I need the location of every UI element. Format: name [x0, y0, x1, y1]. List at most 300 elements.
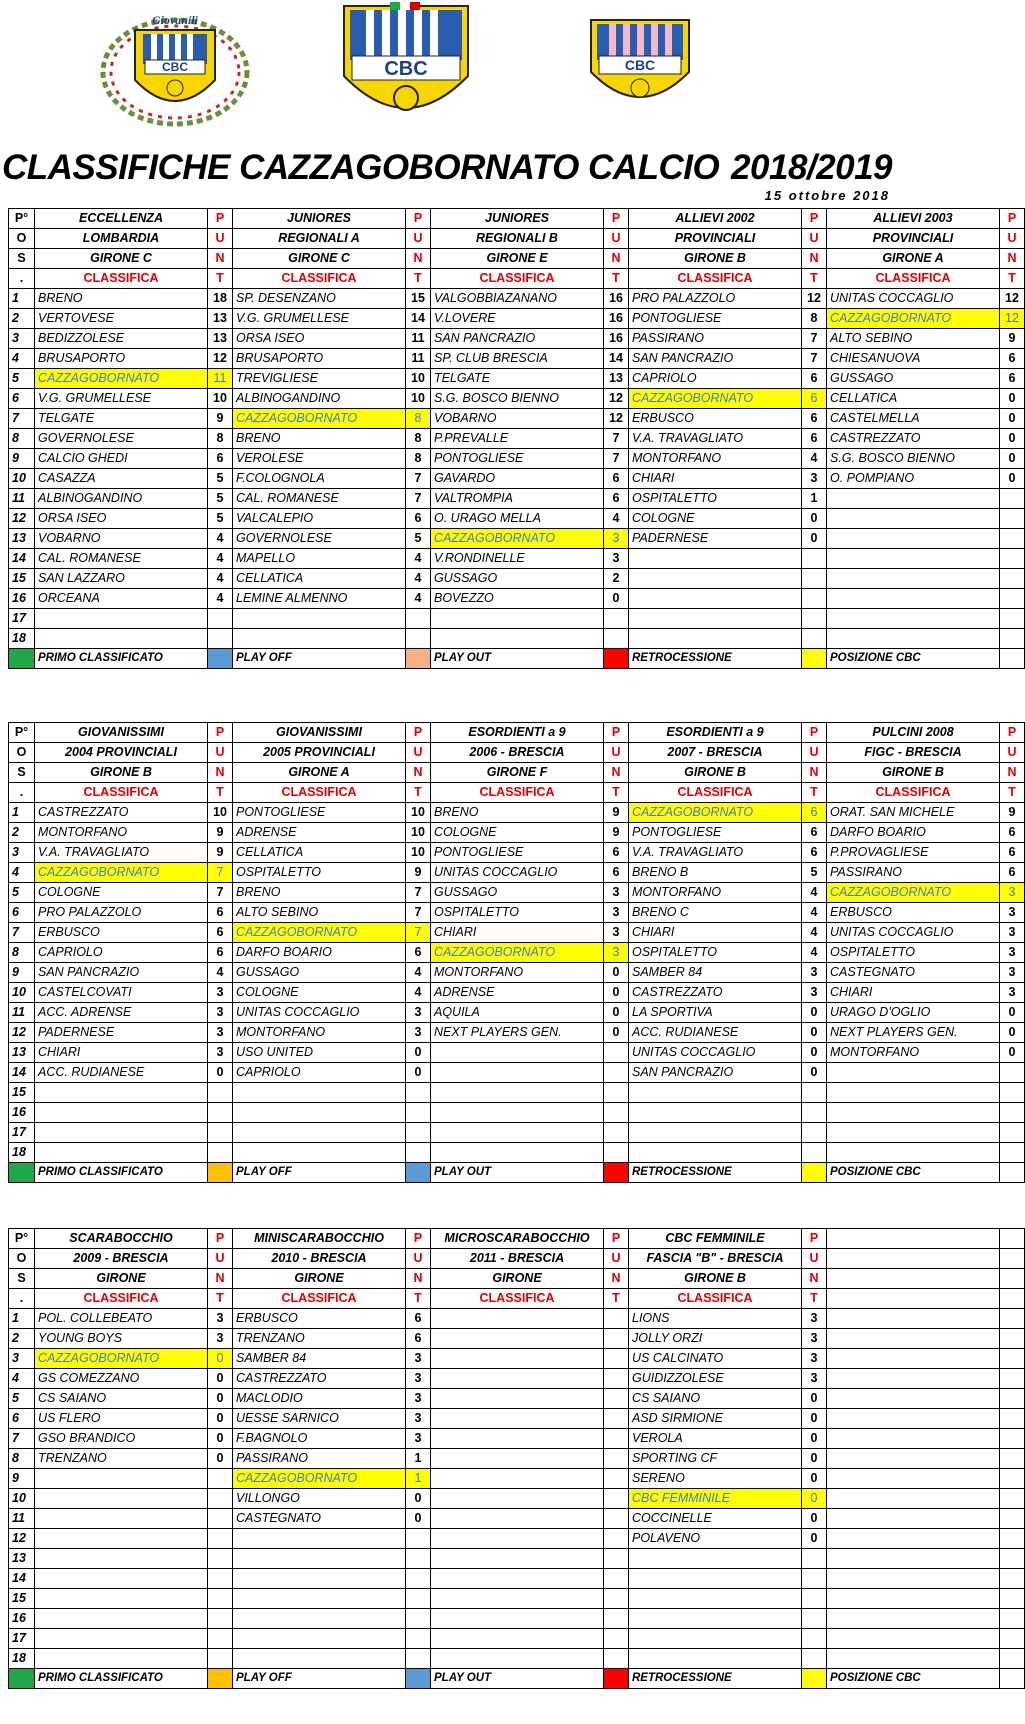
header-row — [9, 743, 1025, 763]
points-header: P — [802, 1229, 827, 1249]
header-row — [9, 1289, 1025, 1309]
rank-cell: 13 — [9, 529, 35, 549]
team-points — [604, 1369, 629, 1389]
team-name — [35, 1083, 208, 1103]
team-name — [827, 529, 1000, 549]
legend-label: PLAY OUT — [431, 1669, 604, 1689]
table-row — [9, 569, 1025, 589]
team-name — [629, 609, 802, 629]
team-points — [604, 1589, 629, 1609]
team-name — [233, 1103, 406, 1123]
team-points — [802, 1083, 827, 1103]
team-points: 11 — [208, 369, 233, 389]
team-points — [604, 1103, 629, 1123]
team-name: URAGO D'OGLIO — [827, 1003, 1000, 1023]
team-name — [629, 1103, 802, 1123]
team-points: 3 — [208, 1309, 233, 1329]
team-points: 12 — [208, 349, 233, 369]
team-points: 9 — [1000, 803, 1025, 823]
points-header: T — [208, 783, 233, 803]
team-name: GUSSAGO — [431, 883, 604, 903]
team-name — [233, 1549, 406, 1569]
team-name — [233, 609, 406, 629]
table-row — [9, 1569, 1025, 1589]
team-name — [431, 609, 604, 629]
table-row — [9, 1369, 1025, 1389]
group-header: GIRONE A — [827, 249, 1000, 269]
rank-cell: 11 — [9, 1509, 35, 1529]
legend-label: PRIMO CLASSIFICATO — [35, 1669, 208, 1689]
team-points — [1000, 1123, 1025, 1143]
team-name: ORSA ISEO — [35, 509, 208, 529]
team-points: 4 — [406, 549, 431, 569]
team-name: LIONS — [629, 1309, 802, 1329]
team-points: 4 — [406, 569, 431, 589]
team-name — [35, 1529, 208, 1549]
header-row — [9, 269, 1025, 289]
team-points — [1000, 1649, 1025, 1669]
table-row — [9, 1469, 1025, 1489]
team-name — [35, 1549, 208, 1569]
legend-swatch-green — [9, 649, 35, 669]
table-row — [9, 1609, 1025, 1629]
team-name: SAMBER 84 — [629, 963, 802, 983]
rank-cell: 2 — [9, 823, 35, 843]
cbc-main-logo — [336, 0, 476, 140]
team-points: 6 — [1000, 823, 1025, 843]
team-name: SAMBER 84 — [233, 1349, 406, 1369]
group-header: 2007 - BRESCIA — [629, 743, 802, 763]
team-points: 7 — [802, 329, 827, 349]
team-name — [35, 1509, 208, 1529]
team-points — [1000, 1429, 1025, 1449]
team-name: SAN PANCRAZIO — [35, 963, 208, 983]
team-name: ALBINOGANDINO — [233, 389, 406, 409]
team-points — [406, 1649, 431, 1669]
team-points: 12 — [1000, 289, 1025, 309]
team-name: CHIARI — [629, 469, 802, 489]
points-header — [1000, 1249, 1025, 1269]
table-row — [9, 1529, 1025, 1549]
legend-swatch-red — [604, 1163, 629, 1183]
team-points: 4 — [208, 549, 233, 569]
team-name — [35, 1569, 208, 1589]
team-name: PADERNESE — [629, 529, 802, 549]
team-name: MONTORFANO — [629, 449, 802, 469]
table-row — [9, 1063, 1025, 1083]
team-points: 6 — [604, 843, 629, 863]
points-header: U — [1000, 743, 1025, 763]
points-header: U — [406, 743, 431, 763]
group-header: GIRONE — [431, 1269, 604, 1289]
team-points: 3 — [406, 1389, 431, 1409]
svg-text:CBC: CBC — [624, 57, 656, 73]
points-header: U — [1000, 229, 1025, 249]
rank-cell: 9 — [9, 449, 35, 469]
table-row — [9, 429, 1025, 449]
legend-label: PRIMO CLASSIFICATO — [35, 649, 208, 669]
group-header: GIOVANISSIMI — [35, 723, 208, 743]
table-row — [9, 1629, 1025, 1649]
team-name: CASAZZA — [35, 469, 208, 489]
team-points: 3 — [1000, 943, 1025, 963]
team-points — [802, 1629, 827, 1649]
team-points: 16 — [604, 329, 629, 349]
team-name: PONTOGLIESE — [233, 803, 406, 823]
team-name — [827, 1489, 1000, 1509]
team-points — [1000, 529, 1025, 549]
points-header: T — [604, 269, 629, 289]
team-name — [431, 1349, 604, 1369]
rank-cell: 1 — [9, 803, 35, 823]
team-points: 12 — [1000, 309, 1025, 329]
team-points — [406, 1549, 431, 1569]
team-points — [604, 1389, 629, 1409]
group-header: MINISCARABOCCHIO — [233, 1229, 406, 1249]
team-points: 4 — [406, 983, 431, 1003]
group-header: PROVINCIALI — [827, 229, 1000, 249]
team-name — [431, 1309, 604, 1329]
table-row — [9, 589, 1025, 609]
team-points: 0 — [802, 1409, 827, 1429]
team-points: 14 — [406, 309, 431, 329]
team-name — [629, 1609, 802, 1629]
team-name: VALCALEPIO — [233, 509, 406, 529]
group-header: FASCIA "B" - BRESCIA — [629, 1249, 802, 1269]
team-name: GUSSAGO — [827, 369, 1000, 389]
team-points: 9 — [208, 409, 233, 429]
team-name — [827, 1309, 1000, 1329]
team-name: TELGATE — [431, 369, 604, 389]
team-points: 7 — [208, 863, 233, 883]
team-points: 13 — [208, 329, 233, 349]
team-name — [431, 1469, 604, 1489]
group-header: GIRONE F — [431, 763, 604, 783]
team-points — [1000, 569, 1025, 589]
group-header: GIRONE C — [233, 249, 406, 269]
standings-table-1 — [8, 208, 1025, 669]
team-name — [827, 1629, 1000, 1649]
legend-swatch-yellow — [802, 1163, 827, 1183]
rank-cell: 14 — [9, 549, 35, 569]
team-points: 6 — [406, 1309, 431, 1329]
team-points — [208, 1609, 233, 1629]
group-header: GIRONE B — [629, 1269, 802, 1289]
points-header: P — [1000, 723, 1025, 743]
points-header: P — [208, 723, 233, 743]
table-row — [9, 1489, 1025, 1509]
team-name: CASTEGNATO — [233, 1509, 406, 1529]
group-header: GIRONE B — [35, 763, 208, 783]
team-name: PRO PALAZZOLO — [629, 289, 802, 309]
title-text: CLASSIFICHE CAZZAGOBORNATO CALCIO — [2, 148, 720, 187]
team-points: 0 — [406, 1489, 431, 1509]
team-points: 8 — [406, 409, 431, 429]
team-points: 11 — [406, 329, 431, 349]
team-points: 7 — [604, 429, 629, 449]
team-name: PONTOGLIESE — [629, 823, 802, 843]
rank-cell: 2 — [9, 309, 35, 329]
team-name: MONTORFANO — [827, 1043, 1000, 1063]
points-header: N — [406, 249, 431, 269]
table-row — [9, 489, 1025, 509]
team-name — [431, 629, 604, 649]
team-name — [431, 1549, 604, 1569]
group-header: CLASSIFICA — [233, 783, 406, 803]
team-name: F.BAGNOLO — [233, 1429, 406, 1449]
team-points — [1000, 1509, 1025, 1529]
points-header: T — [802, 783, 827, 803]
team-points — [208, 1083, 233, 1103]
team-points: 9 — [208, 823, 233, 843]
team-name — [629, 589, 802, 609]
team-name: PASSIRANO — [233, 1449, 406, 1469]
team-points: 9 — [406, 863, 431, 883]
team-name — [233, 629, 406, 649]
team-name: V.A. TRAVAGLIATO — [629, 843, 802, 863]
rank-cell: 5 — [9, 369, 35, 389]
group-header: CLASSIFICA — [827, 783, 1000, 803]
team-name: PONTOGLIESE — [431, 843, 604, 863]
table-row — [9, 903, 1025, 923]
points-header — [1000, 1229, 1025, 1249]
team-points: 16 — [604, 289, 629, 309]
points-header: P — [208, 1229, 233, 1249]
team-name — [827, 509, 1000, 529]
rank-cell: 2 — [9, 1329, 35, 1349]
team-points: 5 — [208, 469, 233, 489]
team-points — [604, 1489, 629, 1509]
team-points: 6 — [1000, 863, 1025, 883]
team-name — [431, 1329, 604, 1349]
team-points — [802, 1123, 827, 1143]
team-name: CAZZAGOBORNATO — [233, 409, 406, 429]
legend-swatch-orange — [208, 1163, 233, 1183]
points-header: U — [604, 229, 629, 249]
team-name: CASTREZZATO — [35, 803, 208, 823]
table-row — [9, 983, 1025, 1003]
team-name: UNITAS COCCAGLIO — [827, 289, 1000, 309]
team-points: 6 — [208, 943, 233, 963]
team-name: CASTREZZATO — [827, 429, 1000, 449]
rank-cell: 5 — [9, 1389, 35, 1409]
legend-swatch-salmon — [406, 649, 431, 669]
team-name — [431, 1083, 604, 1103]
team-name — [629, 1143, 802, 1163]
rank-cell: 15 — [9, 1083, 35, 1103]
points-header: N — [604, 1269, 629, 1289]
team-name — [629, 549, 802, 569]
team-points: 3 — [604, 923, 629, 943]
team-points: 6 — [802, 429, 827, 449]
team-name — [629, 1123, 802, 1143]
rank-cell: 6 — [9, 1409, 35, 1429]
team-points: 3 — [802, 1309, 827, 1329]
team-points: 0 — [406, 1043, 431, 1063]
team-name: CAZZAGOBORNATO — [233, 1469, 406, 1489]
team-name: BOVEZZO — [431, 589, 604, 609]
team-name: CHIARI — [35, 1043, 208, 1063]
table-row — [9, 469, 1025, 489]
team-points — [1000, 1409, 1025, 1429]
team-name: BRUSAPORTO — [233, 349, 406, 369]
team-name: ORAT. SAN MICHELE — [827, 803, 1000, 823]
legend-row — [9, 1669, 1025, 1689]
team-points — [1000, 1469, 1025, 1489]
team-name: V.RONDINELLE — [431, 549, 604, 569]
team-points: 4 — [604, 509, 629, 529]
points-header: T — [604, 783, 629, 803]
rank-cell: 3 — [9, 1349, 35, 1369]
team-points — [604, 1629, 629, 1649]
team-points: 4 — [802, 923, 827, 943]
team-points: 4 — [802, 449, 827, 469]
team-name — [827, 609, 1000, 629]
table-row — [9, 923, 1025, 943]
table-row — [9, 409, 1025, 429]
rank-cell: 7 — [9, 1429, 35, 1449]
team-points: 0 — [802, 1529, 827, 1549]
points-header: U — [406, 1249, 431, 1269]
team-points — [604, 1549, 629, 1569]
team-name: UNITAS COCCAGLIO — [827, 923, 1000, 943]
team-points — [406, 1143, 431, 1163]
team-name — [827, 1509, 1000, 1529]
side-label: O — [9, 1249, 35, 1269]
team-name: JOLLY ORZI — [629, 1329, 802, 1349]
team-points: 3 — [802, 469, 827, 489]
rank-cell: 1 — [9, 1309, 35, 1329]
team-name: CAZZAGOBORNATO — [827, 309, 1000, 329]
rank-cell: 4 — [9, 1369, 35, 1389]
team-points: 8 — [208, 429, 233, 449]
table-row — [9, 883, 1025, 903]
team-name: OSPITALETTO — [629, 943, 802, 963]
team-points: 6 — [1000, 369, 1025, 389]
team-name — [35, 609, 208, 629]
team-points: 0 — [604, 589, 629, 609]
team-points: 13 — [604, 369, 629, 389]
team-points — [604, 1123, 629, 1143]
table-row — [9, 863, 1025, 883]
team-points — [208, 1589, 233, 1609]
rank-cell: 14 — [9, 1063, 35, 1083]
team-points: 0 — [604, 1003, 629, 1023]
team-points: 3 — [604, 529, 629, 549]
team-points — [604, 1349, 629, 1369]
team-points — [1000, 1589, 1025, 1609]
team-name: SPORTING CF — [629, 1449, 802, 1469]
legend-label: POSIZIONE CBC — [827, 1163, 1000, 1183]
points-header: U — [802, 743, 827, 763]
team-points — [1000, 1309, 1025, 1329]
team-name — [827, 1063, 1000, 1083]
legend-end — [1000, 649, 1025, 669]
table-row — [9, 389, 1025, 409]
group-header: CBC FEMMINILE — [629, 1229, 802, 1249]
points-header: P — [208, 209, 233, 229]
team-name: VERTOVESE — [35, 309, 208, 329]
team-points — [406, 1123, 431, 1143]
team-points — [802, 1103, 827, 1123]
rank-cell: 18 — [9, 1143, 35, 1163]
team-points: 3 — [802, 963, 827, 983]
group-header — [827, 1289, 1000, 1309]
team-name — [629, 1083, 802, 1103]
team-name: CASTREZZATO — [629, 983, 802, 1003]
group-header: MICROSCARABOCCHIO — [431, 1229, 604, 1249]
team-name — [233, 1609, 406, 1629]
rank-cell: 7 — [9, 409, 35, 429]
group-header: LOMBARDIA — [35, 229, 208, 249]
team-name: CASTELCOVATI — [35, 983, 208, 1003]
team-points — [802, 1569, 827, 1589]
team-points: 3 — [406, 1429, 431, 1449]
team-name: CASTEGNATO — [827, 963, 1000, 983]
team-name: UNITAS COCCAGLIO — [431, 863, 604, 883]
team-points: 3 — [1000, 983, 1025, 1003]
team-points — [1000, 1083, 1025, 1103]
team-name — [233, 1649, 406, 1669]
team-name: US CALCINATO — [629, 1349, 802, 1369]
legend-label: RETROCESSIONE — [629, 1669, 802, 1689]
team-name: GSO BRANDICO — [35, 1429, 208, 1449]
team-points: 3 — [604, 549, 629, 569]
team-points — [604, 1309, 629, 1329]
team-points: 4 — [802, 903, 827, 923]
team-name — [233, 1143, 406, 1163]
points-header: N — [604, 763, 629, 783]
team-name: CAZZAGOBORNATO — [35, 863, 208, 883]
table-row — [9, 349, 1025, 369]
group-header: ECCELLENZA — [35, 209, 208, 229]
team-name: ASD SIRMIONE — [629, 1409, 802, 1429]
team-name: CAZZAGOBORNATO — [35, 1349, 208, 1369]
team-points: 0 — [802, 1449, 827, 1469]
points-header — [1000, 1289, 1025, 1309]
team-name — [431, 1449, 604, 1469]
group-header: GIRONE E — [431, 249, 604, 269]
team-points — [406, 1609, 431, 1629]
points-header: T — [604, 1289, 629, 1309]
team-name: TRENZANO — [35, 1449, 208, 1469]
team-points: 0 — [208, 1409, 233, 1429]
points-header: U — [802, 1249, 827, 1269]
group-header: GIRONE A — [233, 763, 406, 783]
legend-row — [9, 1163, 1025, 1183]
team-points — [406, 629, 431, 649]
legend-swatch-blue — [406, 1163, 431, 1183]
team-points: 4 — [208, 529, 233, 549]
team-name: TELGATE — [35, 409, 208, 429]
team-name: F.COLOGNOLA — [233, 469, 406, 489]
team-name: PONTOGLIESE — [629, 309, 802, 329]
team-name — [827, 1103, 1000, 1123]
team-name: CHIARI — [629, 923, 802, 943]
header-row — [9, 763, 1025, 783]
team-name: CAPRIOLO — [35, 943, 208, 963]
points-header: U — [208, 743, 233, 763]
team-name: VOBARNO — [35, 529, 208, 549]
group-header: CLASSIFICA — [35, 783, 208, 803]
team-name: GAVARDO — [431, 469, 604, 489]
team-points: 4 — [802, 943, 827, 963]
team-name: SAN LAZZARO — [35, 569, 208, 589]
team-points — [1000, 589, 1025, 609]
team-name: CS SAIANO — [35, 1389, 208, 1409]
team-points: 0 — [1000, 449, 1025, 469]
legend-label: PLAY OFF — [233, 1163, 406, 1183]
